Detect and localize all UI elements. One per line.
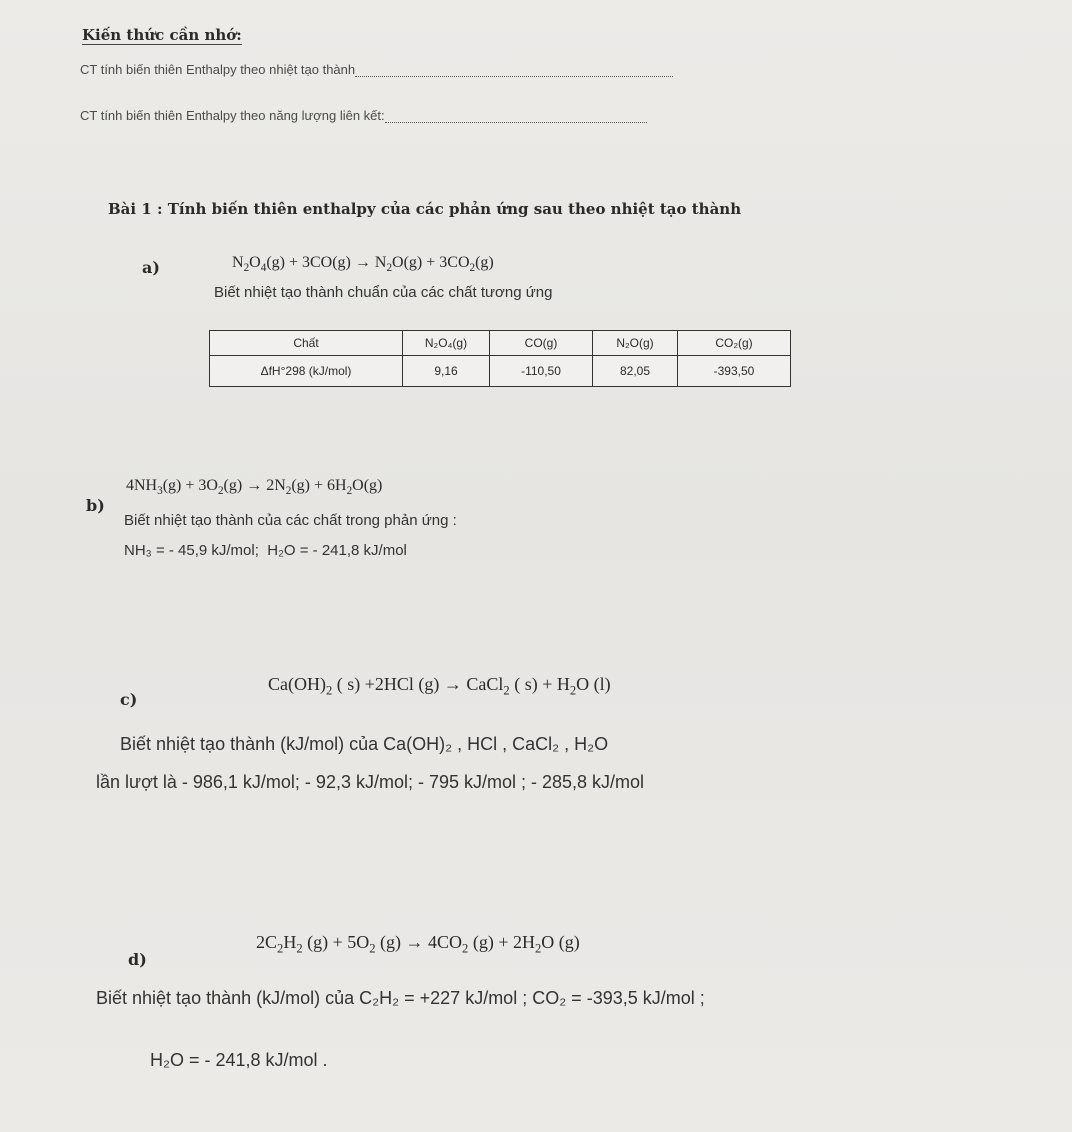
table-header-cell: Chất <box>210 331 403 356</box>
part-c-values: lần lượt là - 986,1 kJ/mol; - 92,3 kJ/mol; - 795 kJ/mol ; - 285,8 kJ/mol <box>96 772 645 792</box>
table-value-cell: 9,16 <box>403 356 490 387</box>
part-c-label: c) <box>120 690 138 709</box>
part-a-note: Biết nhiệt tạo thành chuẩn của các chất tương ứng <box>214 284 553 301</box>
table-row-label: ΔfH°298 (kJ/mol) <box>210 356 403 387</box>
part-b-note: Biết nhiệt tạo thành của các chất trong phản ứng : <box>124 512 457 529</box>
part-d-label: d) <box>128 950 147 969</box>
exercise-title: Bài 1 : Tính biến thiên enthalpy của các phản ứng sau theo nhiệt tạo thành <box>108 200 742 218</box>
part-a-equation: $N_2O_4(g) + 3CO(g) \to N_2O(g) + 3CO_2(g)$ <box>232 254 494 275</box>
part-a-label: a) <box>142 258 160 277</box>
table-header-cell: N₂O₄(g) <box>403 331 490 356</box>
part-c-equation: $Ca(OH)_2$ ( s) +2HCl (g) → CaCl$_2$ ( $s) + H_2O$ (l) <box>268 674 611 698</box>
part-c-note: Biết nhiệt tạo thành (kJ/mol) của Ca(OH)₂ , HCl , CaCl₂ , H₂O <box>120 734 609 754</box>
formation-enthalpy-table <box>209 330 791 387</box>
table-value-cell: 82,05 <box>593 356 678 387</box>
part-b-equation: $4NH_3(g) + 3O_2(g) \to 2N_2(g) + 6H_2O(g)$ <box>126 477 383 498</box>
table-value-cell: -393,50 <box>678 356 791 387</box>
section-heading: Kiến thức cần nhớ: <box>82 26 242 44</box>
table-value-cell: -110,50 <box>490 356 593 387</box>
formula-line-bond-energy: CT tính biến thiên Enthalpy theo năng lượng liên kết: <box>80 108 647 123</box>
table-header-cell: CO(g) <box>490 331 593 356</box>
part-d-values: H₂O = - 241,8 kJ/mol . <box>150 1050 328 1070</box>
table-header-cell: N₂O(g) <box>593 331 678 356</box>
part-d-note: Biết nhiệt tạo thành (kJ/mol) của C₂H₂ = +227 kJ/mol ; CO₂ = -393,5 kJ/mol ; <box>96 988 705 1008</box>
part-b-label: b) <box>86 496 105 515</box>
part-b-values: NH₃ = - 45,9 kJ/mol; H₂O = - 241,8 kJ/mol <box>124 542 407 559</box>
table-header-cell: CO₂(g) <box>678 331 791 356</box>
part-d-equation: $2C_2H_2$ $(g) + 5O_2$ $(g) \to 4CO_2$ $(g) + 2H_2O$ (g) <box>256 932 580 956</box>
formula-line-formation: CT tính biến thiên Enthalpy theo nhiệt tạo thành <box>80 62 673 77</box>
